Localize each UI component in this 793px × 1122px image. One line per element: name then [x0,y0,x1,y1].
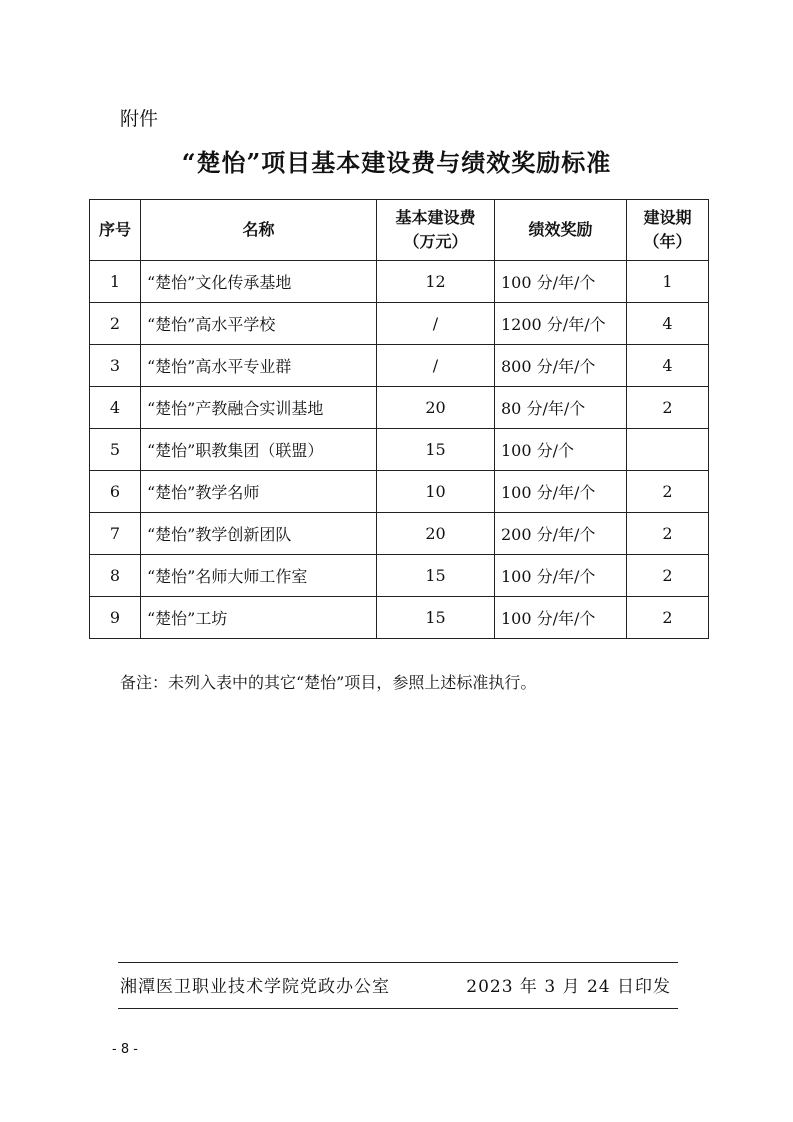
cell-name: “楚怡”教学创新团队 [141,513,377,555]
cell-reward: 800 分/年/个 [495,345,627,387]
cell-fee: / [377,345,495,387]
cell-seq: 4 [90,387,141,429]
cell-seq: 7 [90,513,141,555]
header-period-line1: 建设期 [643,208,692,227]
table-header-row [90,200,709,261]
cell-fee: 10 [377,471,495,513]
cell-period [627,429,709,471]
cell-reward: 100 分/年/个 [495,471,627,513]
issue-date: 2023 年 3 月 24 日印发 [466,977,671,997]
header-fee [377,200,495,261]
cell-name: “楚怡”工坊 [141,597,377,639]
cell-name: “楚怡”产教融合实训基地 [141,387,377,429]
cell-period: 4 [627,303,709,345]
cell-reward: 200 分/年/个 [495,513,627,555]
header-name: 名称 [141,200,377,261]
cell-name: “楚怡”高水平专业群 [141,345,377,387]
table-row [90,345,709,387]
table-row [90,387,709,429]
cell-seq: 9 [90,597,141,639]
cell-name: “楚怡”文化传承基地 [141,261,377,303]
cell-period: 2 [627,387,709,429]
cell-reward: 100 分/年/个 [495,555,627,597]
cell-period: 4 [627,345,709,387]
header-seq: 序号 [90,200,141,261]
cell-name: “楚怡”教学名师 [141,471,377,513]
cell-seq: 3 [90,345,141,387]
header-fee-line2: （万元） [403,232,468,251]
footer-top-rule [118,962,678,963]
cell-name: “楚怡”职教集团（联盟） [141,429,377,471]
cell-period: 2 [627,471,709,513]
page-number: - 8 - [112,1042,138,1057]
cell-fee: 20 [377,513,495,555]
cell-period: 1 [627,261,709,303]
table-row [90,429,709,471]
table-row [90,471,709,513]
table-row [90,261,709,303]
cell-seq: 2 [90,303,141,345]
cell-reward: 1200 分/年/个 [495,303,627,345]
table-row [90,597,709,639]
cell-seq: 5 [90,429,141,471]
table-row [90,303,709,345]
cell-fee: / [377,303,495,345]
cell-fee: 12 [377,261,495,303]
header-fee-line1: 基本建设费 [395,208,476,227]
header-period [627,200,709,261]
standards-table [89,199,709,639]
issuer-name: 湘潭医卫职业技术学院党政办公室 [120,977,390,997]
header-period-line2: （年） [643,232,692,251]
cell-reward: 100 分/年/个 [495,261,627,303]
cell-fee: 20 [377,387,495,429]
table-row [90,555,709,597]
cell-seq: 6 [90,471,141,513]
cell-name: “楚怡”高水平学校 [141,303,377,345]
cell-seq: 1 [90,261,141,303]
footer-bottom-rule [118,1008,678,1009]
attachment-label: 附件 [120,108,159,130]
cell-name: “楚怡”名师大师工作室 [141,555,377,597]
cell-seq: 8 [90,555,141,597]
cell-reward: 100 分/个 [495,429,627,471]
cell-fee: 15 [377,555,495,597]
cell-fee: 15 [377,597,495,639]
document-title: “楚怡”项目基本建设费与绩效奖励标准 [181,148,612,177]
cell-reward: 80 分/年/个 [495,387,627,429]
table-note: 备注：未列入表中的其它“楚怡”项目，参照上述标准执行。 [120,673,537,692]
cell-period: 2 [627,555,709,597]
cell-period: 2 [627,597,709,639]
cell-fee: 15 [377,429,495,471]
cell-period: 2 [627,513,709,555]
table-row [90,513,709,555]
cell-reward: 100 分/年/个 [495,597,627,639]
header-reward: 绩效奖励 [495,200,627,261]
